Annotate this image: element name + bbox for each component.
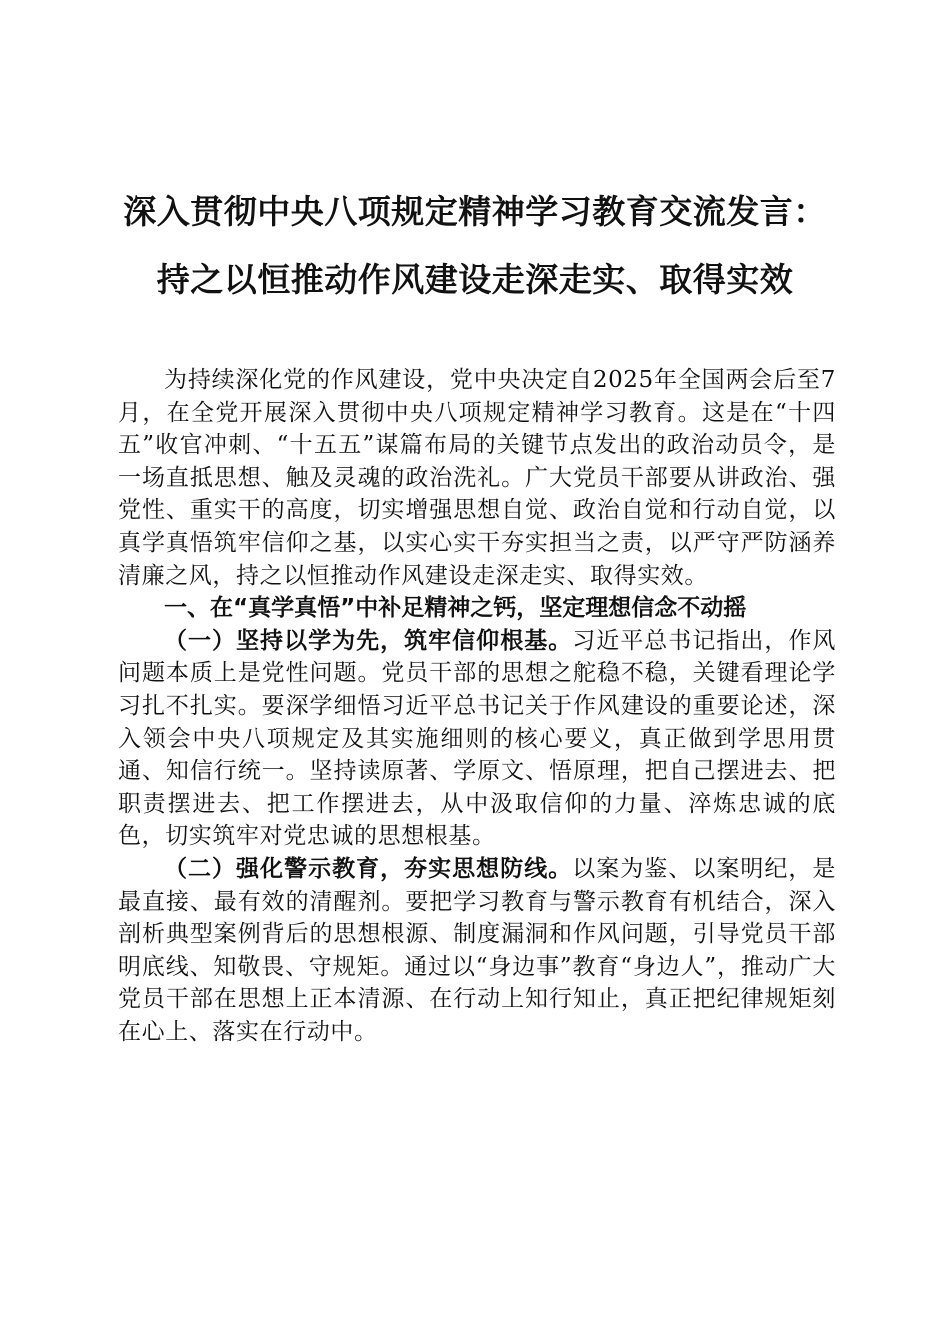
title-line-2: 持之以恒推动作风建设走深走实、取得实效	[156, 260, 794, 299]
section-1-heading: 一、在“真学真悟”中补足精神之钙，坚定理想信念不动摇	[164, 595, 747, 622]
document-body	[118, 364, 836, 1048]
subsection-2-paragraph	[118, 853, 836, 1049]
subsection-2-text: 以案为鉴、以案明纪，是最直接、最有效的清醒剂。要把学习教育与警示教育有机结合，深入剖析典型案例背后的思想根源、制度漏洞和作风问题，引导党员干部明底线、知敬畏、守规矩。通过以“身边事”教育“身边人”，推动广大党员干部在思想上正本清源、在行动上知行知止，真正把纪律规矩刻在心上、落实在行动中。	[118, 855, 836, 1045]
title-line-1: 深入贯彻中央八项规定精神学习教育交流发言：	[123, 192, 827, 231]
subsection-1-paragraph	[118, 625, 836, 853]
intro-paragraph: 为持续深化党的作风建设，党中央决定自2025年全国两会后至7月，在全党开展深入贯彻中央八项规定精神学习教育。这是在“十四五”收官冲刺、“十五五”谋篇布局的关键节点发出的政治动员令，是一场直抵思想、触及灵魂的政治洗礼。广大党员干部要从讲政治、强党性、重实干的高度，切实增强思想自觉、政治自觉和行动自觉，以真学真悟筑牢信仰之基，以实心实干夯实担当之责，以严守严防涵养清廉之风，持之以恒推动作风建设走深走实、取得实效。	[118, 367, 836, 589]
subsection-1-text: 习近平总书记指出，作风问题本质上是党性问题。党员干部的思想之舵稳不稳，关键看理论学习扎不扎实。要深学细悟习近平总书记关于作风建设的重要论述，深入领会中央八项规定及其实施细则的核心要义，真正做到学思用贯通、知信行统一。坚持读原著、学原文、悟原理，把自己摆进去、把职责摆进去、把工作摆进去，从中汲取信仰的力量、淬炼忠诚的底色，切实筑牢对党忠诚的思想根基。	[118, 627, 836, 850]
subsection-1-lead: （一）坚持以学为先，筑牢信仰根基。	[164, 627, 573, 654]
document-title	[0, 190, 950, 302]
subsection-2-lead: （二）强化警示教育，夯实思想防线。	[164, 855, 573, 882]
